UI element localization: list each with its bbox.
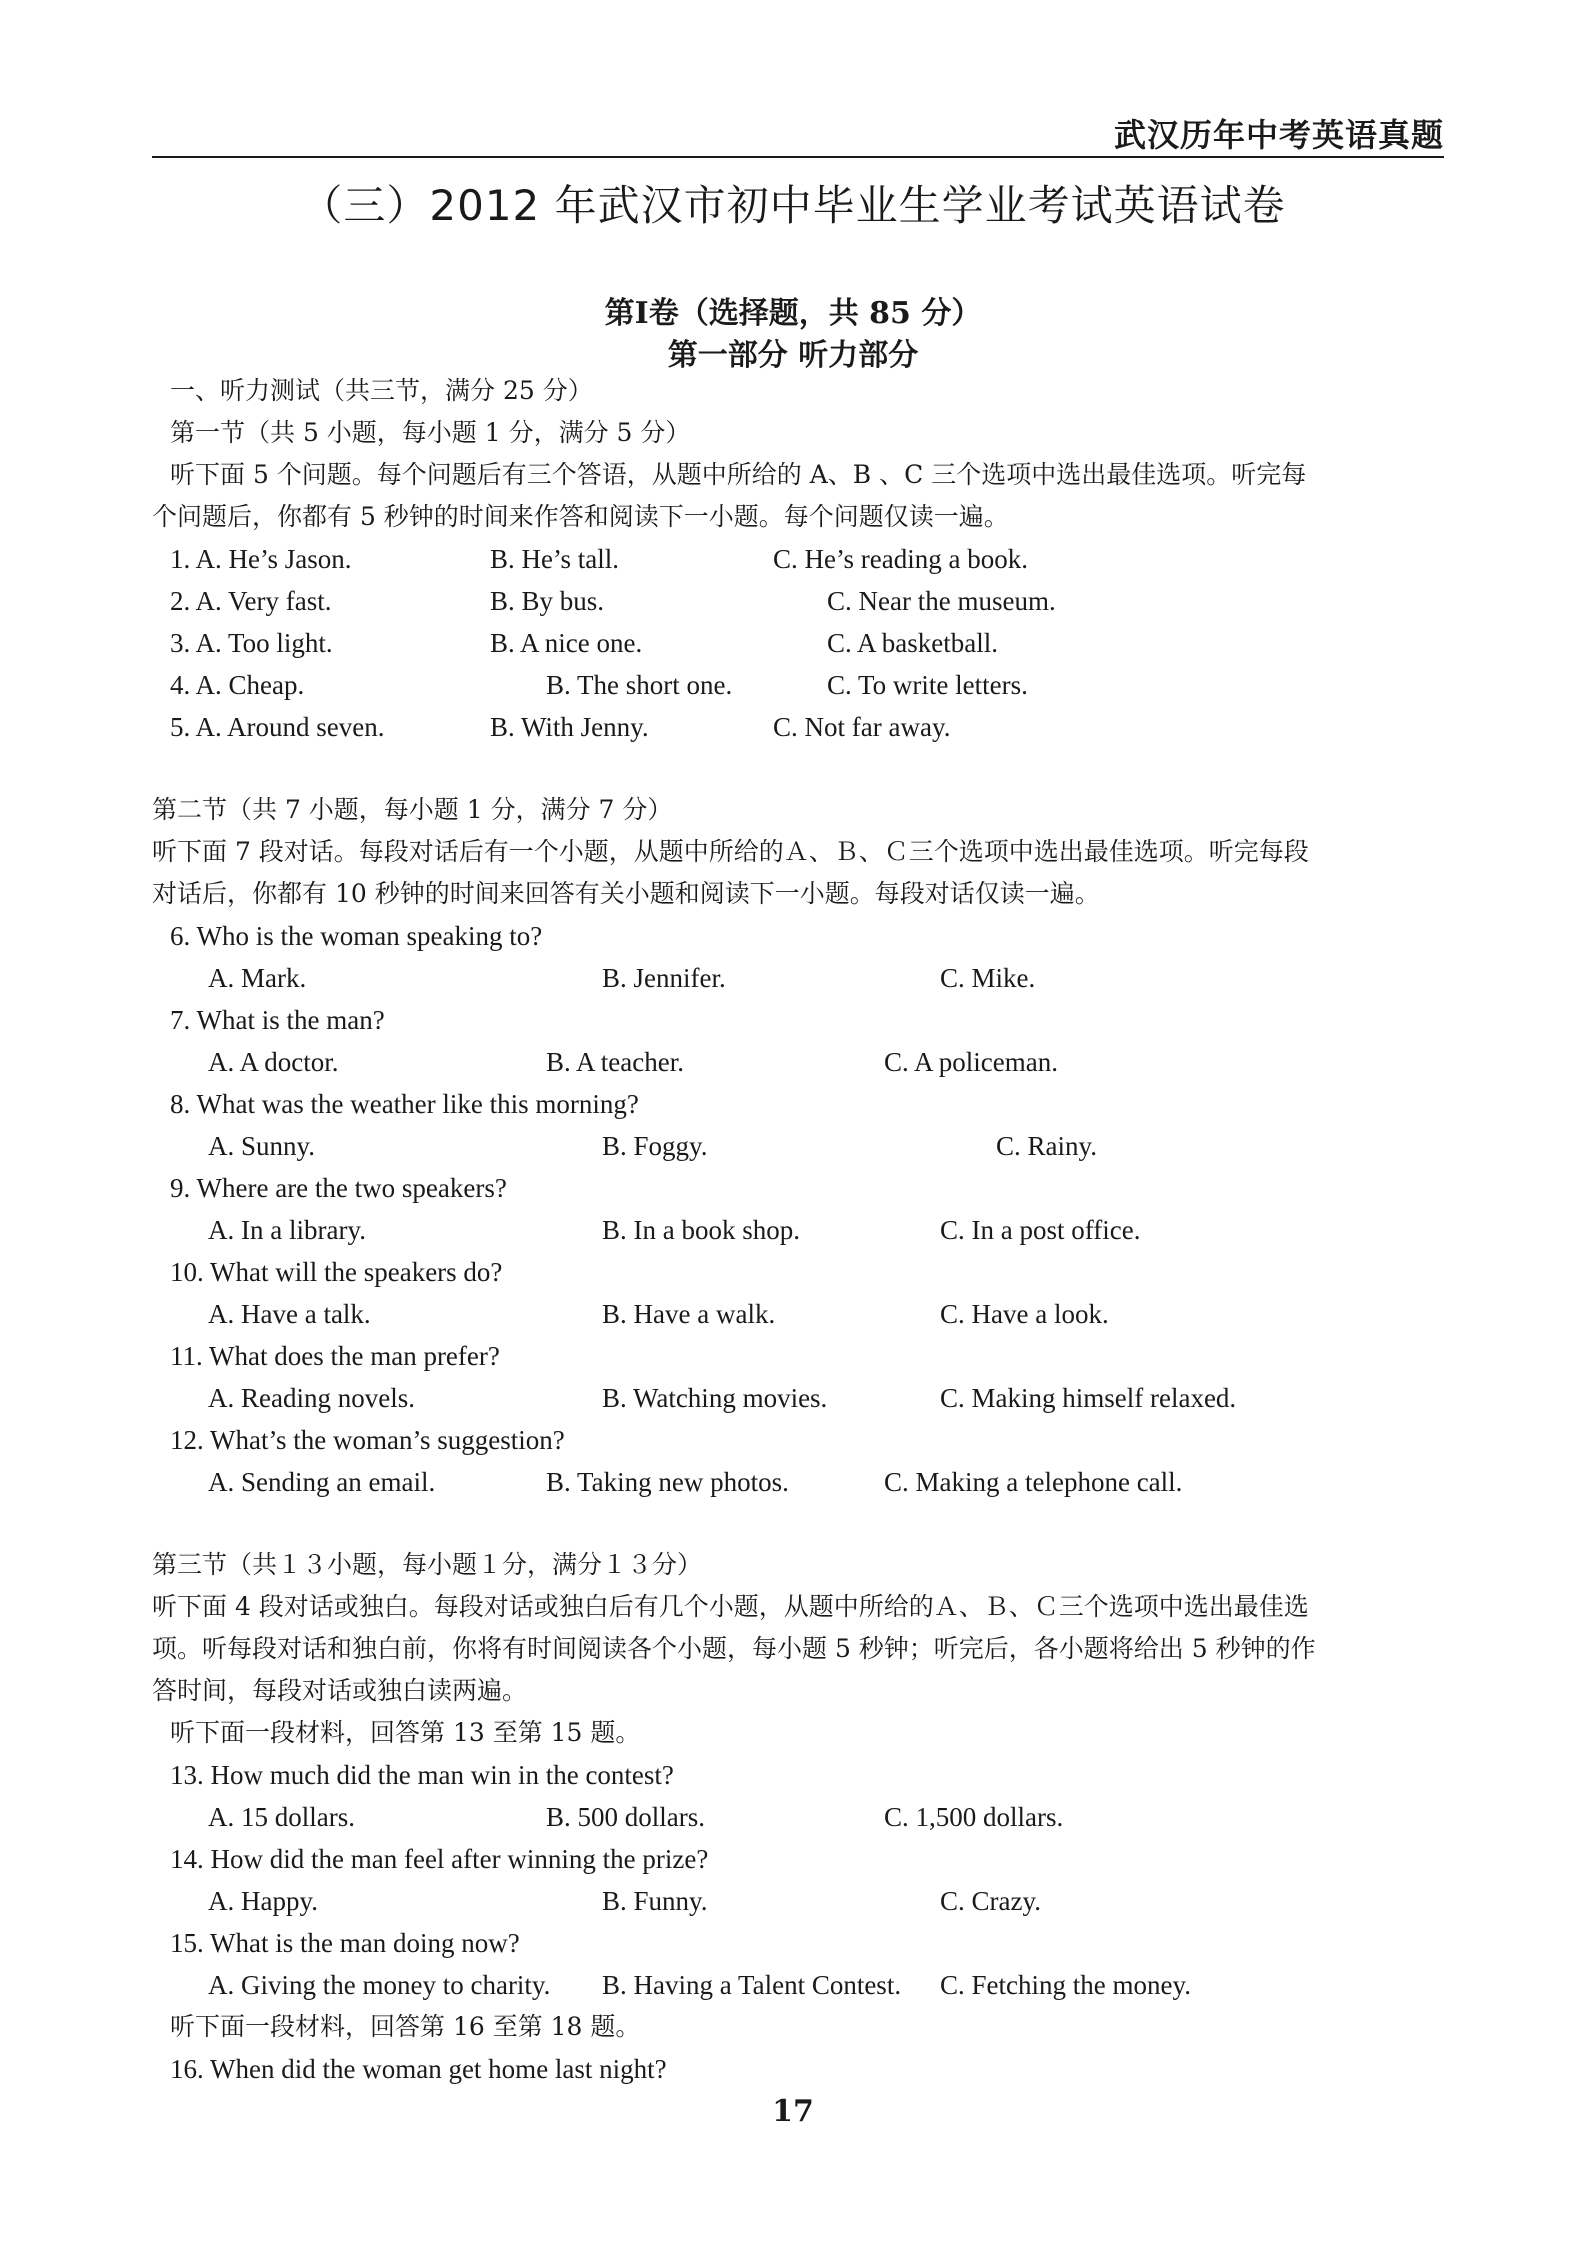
- section1-heading: 第一节（共 5 小题，每小题 1 分，满分 5 分）: [170, 418, 691, 447]
- option-b: B. In a book shop.: [602, 1215, 800, 1245]
- option-b: B. Having a Talent Contest.: [602, 1970, 902, 2000]
- option-a: A. In a library.: [208, 1215, 366, 1245]
- option-b: B. He’s tall.: [490, 544, 619, 574]
- option-b: B. Jennifer.: [602, 963, 726, 993]
- question: 15. What is the man doing now?: [170, 1928, 520, 1958]
- section-intro: 一、听力测试（共三节，满分 25 分）: [170, 376, 593, 405]
- paper-title: （三）2012 年武汉市初中毕业生学业考试英语试卷: [300, 181, 1286, 230]
- option-a: 4. A. Cheap.: [170, 670, 305, 700]
- option-a: A. 15 dollars.: [208, 1802, 355, 1832]
- option-b: B. Have a walk.: [602, 1299, 776, 1329]
- option-b: B. 500 dollars.: [546, 1802, 705, 1832]
- question: 16. When did the woman get home last night?: [170, 2054, 667, 2084]
- running-header: 武汉历年中考英语真题: [1113, 116, 1444, 154]
- option-c: C. Crazy.: [940, 1886, 1041, 1916]
- section3-instructions: 答时间，每段对话或独白读两遍。: [152, 1676, 528, 1705]
- option-b: B. Funny.: [602, 1886, 708, 1916]
- page-number: 17: [772, 2094, 814, 2129]
- option-b: B. The short one.: [546, 670, 733, 700]
- option-c: C. Making himself relaxed.: [940, 1383, 1237, 1413]
- section3-instructions: 听下面 4 段对话或独白。每段对话或独白后有几个小题，从题中所给的Ａ、Ｂ、Ｃ三个选项中选出最佳选: [152, 1592, 1309, 1621]
- option-a: A. Giving the money to charity.: [208, 1970, 551, 2000]
- option-c: C. A policeman.: [884, 1047, 1058, 1077]
- option-b: B. Watching movies.: [602, 1383, 828, 1413]
- option-c: C. To write letters.: [827, 670, 1028, 700]
- option-c: C. 1,500 dollars.: [884, 1802, 1064, 1832]
- option-b: B. A nice one.: [490, 628, 643, 658]
- option-c: C. Fetching the money.: [940, 1970, 1191, 2000]
- section1-instructions: 个问题后，你都有 5 秒钟的时间来作答和阅读下一小题。每个问题仅读一遍。: [152, 502, 1009, 531]
- question: 9. Where are the two speakers?: [170, 1173, 507, 1203]
- section2-heading: 第二节（共 7 小题，每小题 1 分，满分 7 分）: [152, 795, 673, 824]
- option-a: 3. A. Too light.: [170, 628, 333, 658]
- question: 13. How much did the man win in the contest?: [170, 1760, 674, 1790]
- question: 7. What is the man?: [170, 1005, 385, 1035]
- part-heading: 第一部分 听力部分: [667, 338, 919, 373]
- option-c: C. A basketball.: [827, 628, 998, 658]
- question: 6. Who is the woman speaking to?: [170, 921, 543, 951]
- question: 14. How did the man feel after winning the prize?: [170, 1844, 709, 1874]
- option-b: B. By bus.: [490, 586, 605, 616]
- option-a: 5. A. Around seven.: [170, 712, 385, 742]
- header-rule: [152, 156, 1444, 158]
- option-a: A. Reading novels.: [208, 1383, 415, 1413]
- question: 10. What will the speakers do?: [170, 1257, 503, 1287]
- option-c: C. Have a look.: [940, 1299, 1109, 1329]
- section2-instructions: 对话后，你都有 10 秒钟的时间来回答有关小题和阅读下一小题。每段对话仅读一遍。: [152, 879, 1100, 908]
- option-c: C. In a post office.: [940, 1215, 1141, 1245]
- question: 8. What was the weather like this morning?: [170, 1089, 639, 1119]
- section3-instructions: 项。听每段对话和独白前，你将有时间阅读各个小题，每小题 5 秒钟；听完后，各小题将给出 5 秒钟的作: [152, 1634, 1316, 1663]
- section1-instructions: 听下面 5 个问题。每个问题后有三个答语，从题中所给的 A、B 、C 三个选项中选出最佳选项。听完每: [170, 460, 1307, 489]
- material-note: 听下面一段材料，回答第 16 至第 18 题。: [170, 2012, 641, 2041]
- section3-heading: 第三节（共１３小题，每小题１分，满分１３分）: [152, 1550, 703, 1579]
- volume-heading: 第Ⅰ卷（选择题，共 85 分）: [604, 296, 982, 331]
- option-c: C. Making a telephone call.: [884, 1467, 1183, 1497]
- question: 12. What’s the woman’s suggestion?: [170, 1425, 565, 1455]
- option-c: C. Rainy.: [996, 1131, 1097, 1161]
- option-a: 1. A. He’s Jason.: [170, 544, 352, 574]
- option-a: 2. A. Very fast.: [170, 586, 332, 616]
- option-b: B. A teacher.: [546, 1047, 684, 1077]
- option-b: B. Taking new photos.: [546, 1467, 789, 1497]
- option-c: C. He’s reading a book.: [773, 544, 1028, 574]
- option-b: B. With Jenny.: [490, 712, 649, 742]
- option-a: A. A doctor.: [208, 1047, 339, 1077]
- option-a: A. Have a talk.: [208, 1299, 371, 1329]
- option-a: A. Mark.: [208, 963, 307, 993]
- option-a: A. Happy.: [208, 1886, 318, 1916]
- section2-instructions: 听下面 7 段对话。每段对话后有一个小题，从题中所给的Ａ、Ｂ、Ｃ三个选项中选出最佳选项。听完每段: [152, 837, 1309, 866]
- question: 11. What does the man prefer?: [170, 1341, 500, 1371]
- option-c: C. Not far away.: [773, 712, 951, 742]
- option-b: B. Foggy.: [602, 1131, 708, 1161]
- option-a: A. Sending an email.: [208, 1467, 436, 1497]
- material-note: 听下面一段材料，回答第 13 至第 15 题。: [170, 1718, 641, 1747]
- option-c: C. Mike.: [940, 963, 1036, 993]
- option-c: C. Near the museum.: [827, 586, 1056, 616]
- option-a: A. Sunny.: [208, 1131, 316, 1161]
